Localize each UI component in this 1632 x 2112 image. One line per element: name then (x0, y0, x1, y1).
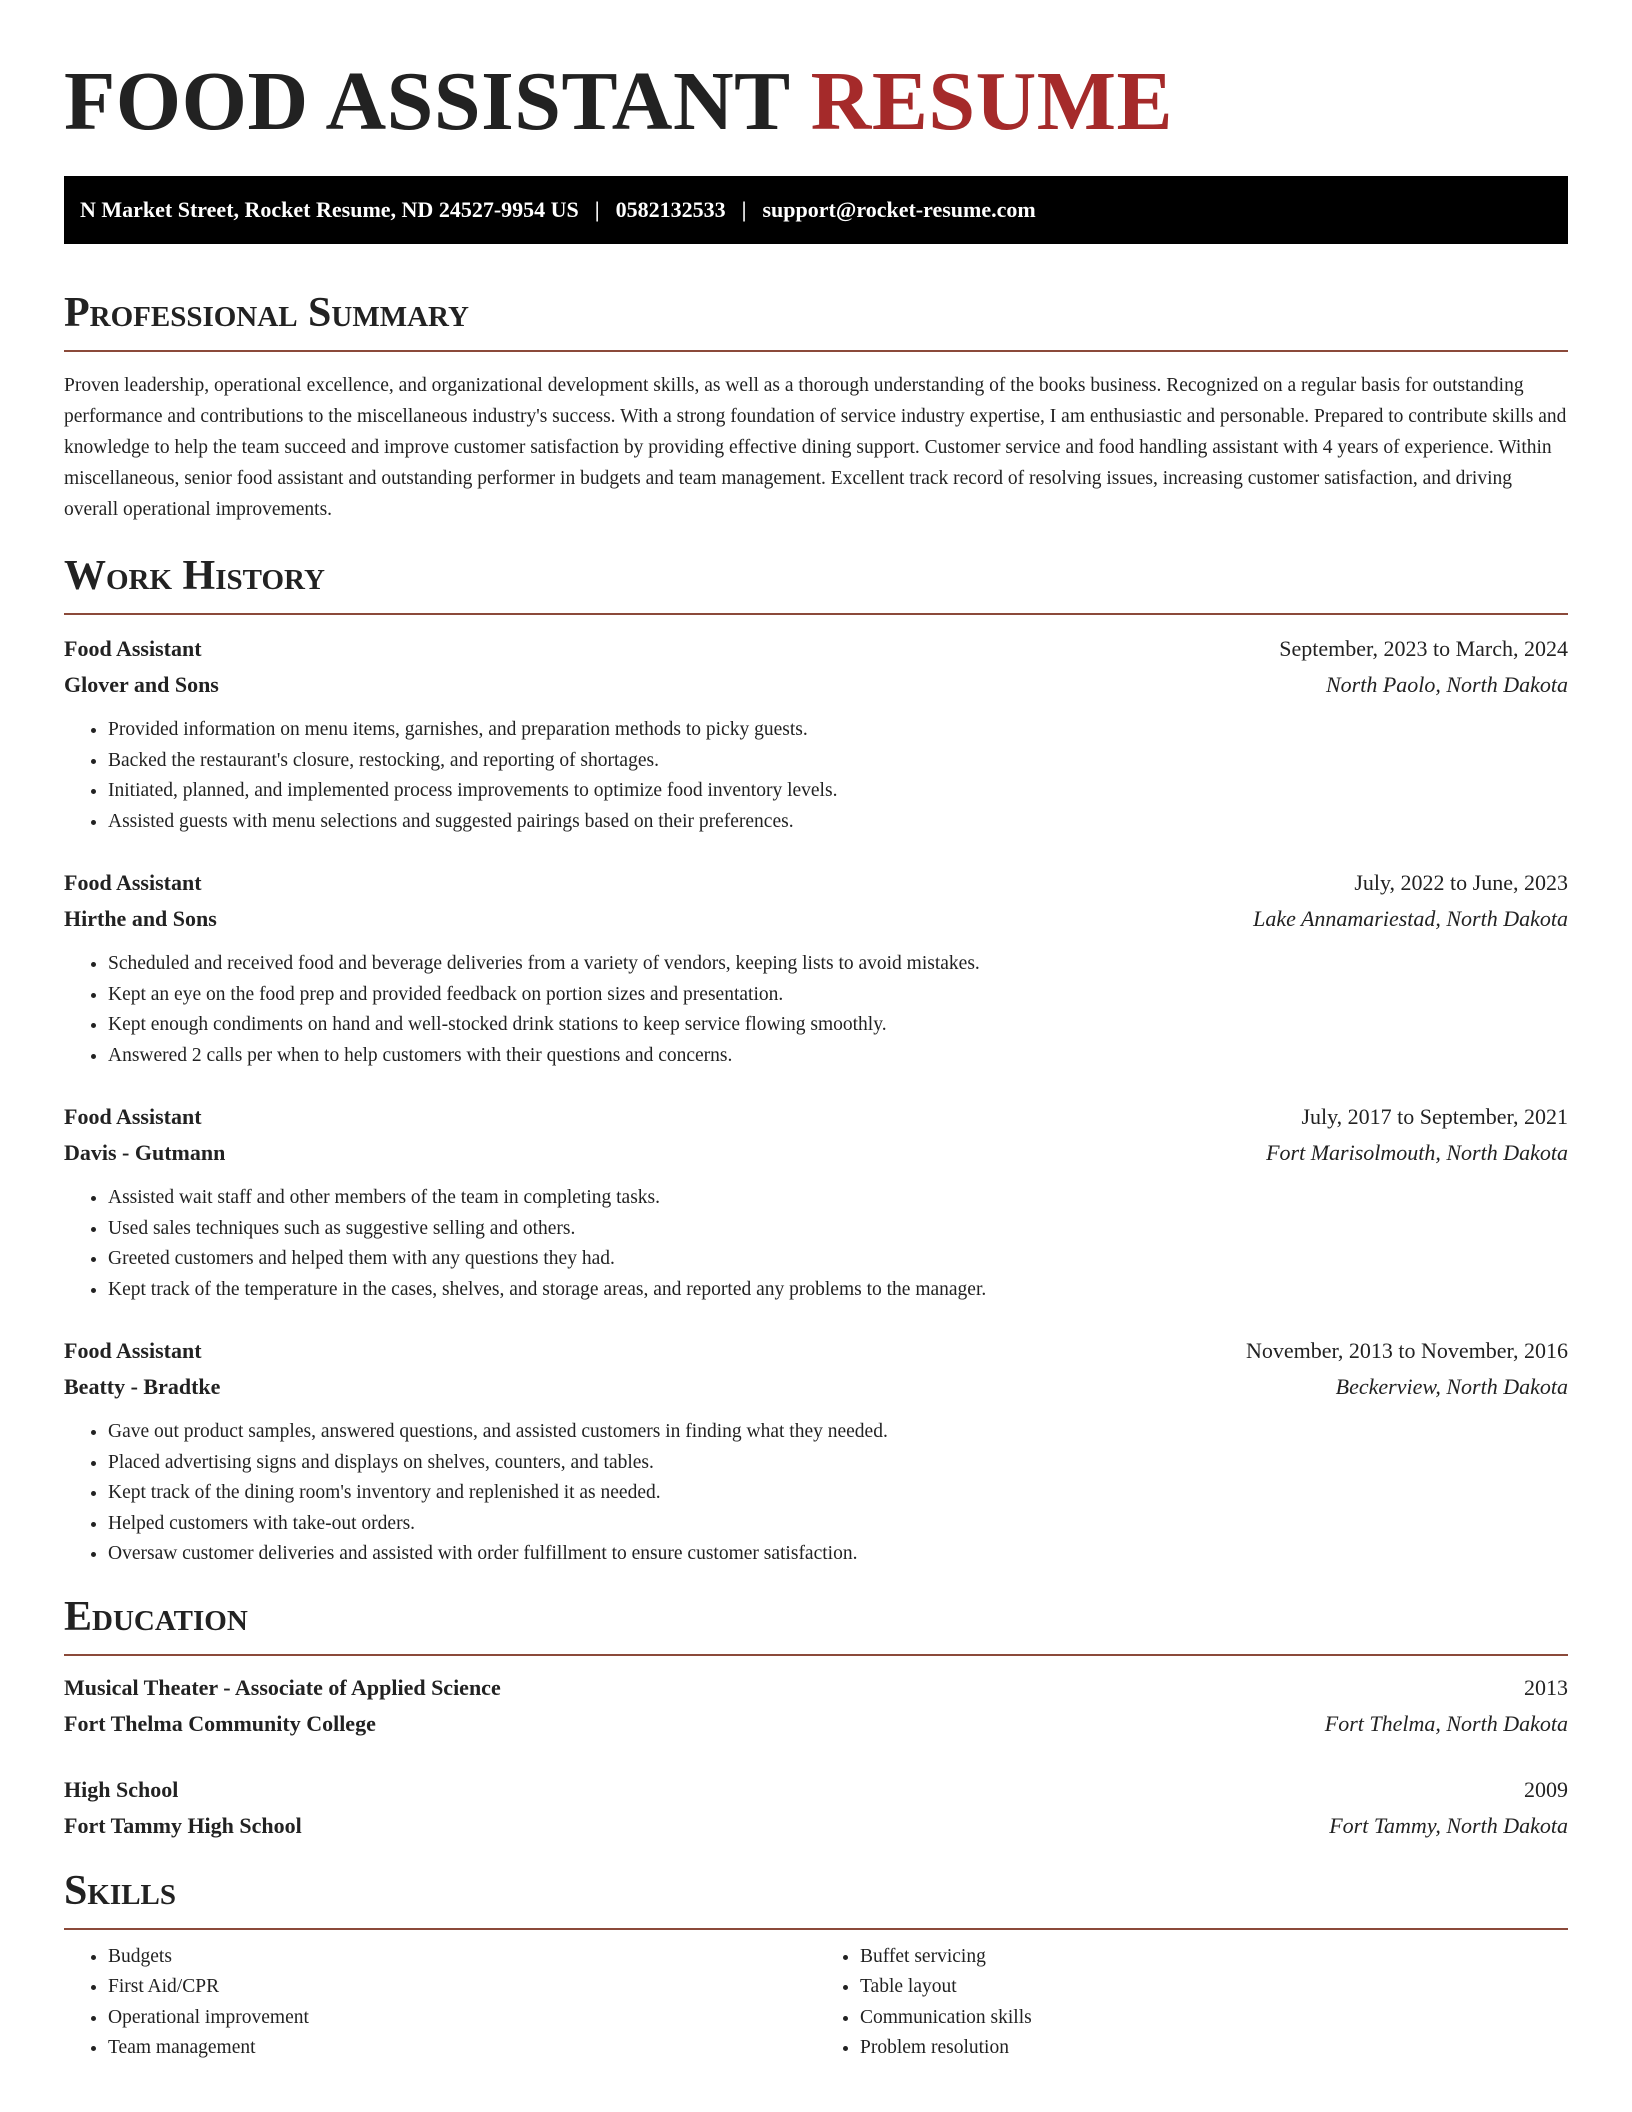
job-entry (64, 1333, 1568, 1570)
education-school-row (64, 1808, 1568, 1844)
contact-bar (64, 176, 1568, 244)
job-duties-list (64, 949, 1568, 1071)
education-year: 2009 (1524, 1776, 1568, 1802)
job-header-row (64, 1099, 1568, 1135)
job-title: Food Assistant (64, 1338, 202, 1363)
job-entry (64, 1099, 1568, 1305)
job-duty-item: • Placed advertising signs and displays on shelves, counters, and tables. (108, 1448, 1568, 1479)
education-school-row (64, 1706, 1568, 1742)
job-duty-item: • Helped customers with take-out orders. (108, 1509, 1568, 1540)
education-entry (64, 1670, 1568, 1742)
education-header-row (64, 1772, 1568, 1808)
job-duty-item: • Oversaw customer deliveries and assisted with order fulfillment to ensure customer satisfaction. (108, 1539, 1568, 1570)
skill-item: • Buffet servicing (860, 1942, 1568, 1973)
education-entry (64, 1772, 1568, 1844)
job-duty-item: • Assisted wait staff and other members of the team in completing tasks. (108, 1183, 1568, 1214)
education-list (64, 1670, 1568, 1844)
job-company-row (64, 667, 1568, 703)
job-entry (64, 631, 1568, 837)
job-title: Food Assistant (64, 1104, 202, 1129)
resume-title (64, 52, 1568, 152)
job-location: Lake Annamariestad, North Dakota (1253, 906, 1568, 931)
job-location: North Paolo, North Dakota (1325, 672, 1568, 697)
contact-phone: 0582132533 (615, 197, 726, 222)
job-company: Beatty - Bradtke (64, 1374, 221, 1399)
education-degree: High School (64, 1776, 179, 1802)
title-main: FOOD ASSISTANT (64, 55, 790, 148)
job-header-row (64, 1333, 1568, 1369)
skill-item: • Table layout (860, 1972, 1568, 2003)
skill-item: • Budgets (108, 1942, 816, 1973)
job-duties-list (64, 1417, 1568, 1570)
job-duty-item: • Used sales techniques such as suggestive selling and others. (108, 1214, 1568, 1245)
skill-item: • Team management (108, 2033, 816, 2064)
skill-item: • First Aid/CPR (108, 1972, 816, 2003)
job-company: Hirthe and Sons (64, 906, 217, 931)
skills-list-right (816, 1942, 1568, 2064)
job-duty-item: • Scheduled and received food and beverage deliveries from a variety of vendors, keeping lists to avoid mistakes. (108, 949, 1568, 980)
contact-separator: | (741, 197, 747, 222)
job-duty-item: • Initiated, planned, and implemented process improvements to optimize food inventory levels. (108, 776, 1568, 807)
summary-text: Proven leadership, operational excellence, and organizational development skills, as well as a thorough understanding of the books business. Recognized on a regular basis for outstanding performance and contributions to the miscellaneous industry's success. With a strong foundation of service industry expertise, I am enthusiastic and personable. Prepared to contribute skills and knowledge to help the team succeed and improve customer satisfaction by providing effective dining support. Customer service and food handling assistant with 4 years of experience. Within miscellaneous, senior food assistant and outstanding performer in budgets and team management. Excellent track record of resolving issues, increasing customer satisfaction, and driving overall operational improvements. (64, 375, 1567, 520)
education-header-row (64, 1670, 1568, 1706)
contact-separator: | (594, 197, 600, 222)
skill-item: • Communication skills (860, 2003, 1568, 2034)
job-duty-item: • Kept track of the temperature in the cases, shelves, and storage areas, and reported any problems to the manager. (108, 1275, 1568, 1306)
section-heading-work: Work History (64, 553, 325, 599)
skills-section (64, 1866, 1568, 2064)
section-divider (64, 350, 1568, 352)
skills-list-left (64, 1942, 816, 2064)
job-company-row (64, 1369, 1568, 1405)
section-heading-skills: Skills (64, 1867, 177, 1914)
job-duties-list (64, 715, 1568, 837)
section-divider (64, 1654, 1568, 1656)
job-dates: July, 2022 to June, 2023 (1354, 870, 1568, 895)
title-accent: RESUME (810, 55, 1174, 148)
job-location: Beckerview, North Dakota (1335, 1374, 1568, 1399)
job-duty-item: • Kept track of the dining room's inventory and replenished it as needed. (108, 1478, 1568, 1509)
job-duty-item: • Provided information on menu items, garnishes, and preparation methods to picky guests. (108, 715, 1568, 746)
education-degree: Musical Theater - Associate of Applied Science (64, 1674, 501, 1700)
job-company-row (64, 1135, 1568, 1171)
job-location: Fort Marisolmouth, North Dakota (1266, 1140, 1568, 1165)
job-company-row (64, 901, 1568, 937)
section-divider (64, 1928, 1568, 1930)
job-entry (64, 865, 1568, 1071)
job-header-row (64, 631, 1568, 667)
section-heading-education: Education (64, 1593, 248, 1640)
job-company: Davis - Gutmann (64, 1140, 226, 1165)
job-duty-item: • Greeted customers and helped them with any questions they had. (108, 1244, 1568, 1275)
section-heading-summary: Professional Summary (64, 290, 469, 336)
education-school: Fort Thelma Community College (64, 1710, 376, 1736)
job-duty-item: • Assisted guests with menu selections and suggested pairings based on their preferences. (108, 807, 1568, 838)
job-header-row (64, 865, 1568, 901)
job-duty-item: • Answered 2 calls per when to help customers with their questions and concerns. (108, 1041, 1568, 1072)
education-section (64, 1592, 1568, 1844)
skills-columns (64, 1942, 1568, 2064)
job-dates: July, 2017 to September, 2021 (1301, 1104, 1568, 1129)
job-company: Glover and Sons (64, 672, 219, 697)
job-duties-list (64, 1183, 1568, 1305)
job-duty-item: • Kept an eye on the food prep and provided feedback on portion sizes and presentation. (108, 980, 1568, 1011)
contact-address: N Market Street, Rocket Resume, ND 24527-9954 US (80, 197, 579, 222)
work-history-section (64, 551, 1568, 1570)
section-divider (64, 613, 1568, 615)
skill-item: • Problem resolution (860, 2033, 1568, 2064)
education-school: Fort Tammy High School (64, 1812, 302, 1838)
job-dates: September, 2023 to March, 2024 (1279, 636, 1568, 661)
job-list (64, 631, 1568, 1570)
education-location: Fort Tammy, North Dakota (1329, 1812, 1568, 1838)
education-location: Fort Thelma, North Dakota (1324, 1710, 1568, 1736)
job-title: Food Assistant (64, 636, 202, 661)
job-duty-item: • Backed the restaurant's closure, restocking, and reporting of shortages. (108, 746, 1568, 777)
job-duty-item: • Kept enough condiments on hand and well-stocked drink stations to keep service flowing smoothly. (108, 1010, 1568, 1041)
summary-section (64, 288, 1568, 525)
skill-item: • Operational improvement (108, 2003, 816, 2034)
job-dates: November, 2013 to November, 2016 (1245, 1338, 1568, 1363)
job-title: Food Assistant (64, 870, 202, 895)
education-year: 2013 (1524, 1674, 1568, 1700)
contact-email: support@rocket-resume.com (762, 197, 1036, 222)
job-duty-item: • Gave out product samples, answered questions, and assisted customers in finding what they needed. (108, 1417, 1568, 1448)
